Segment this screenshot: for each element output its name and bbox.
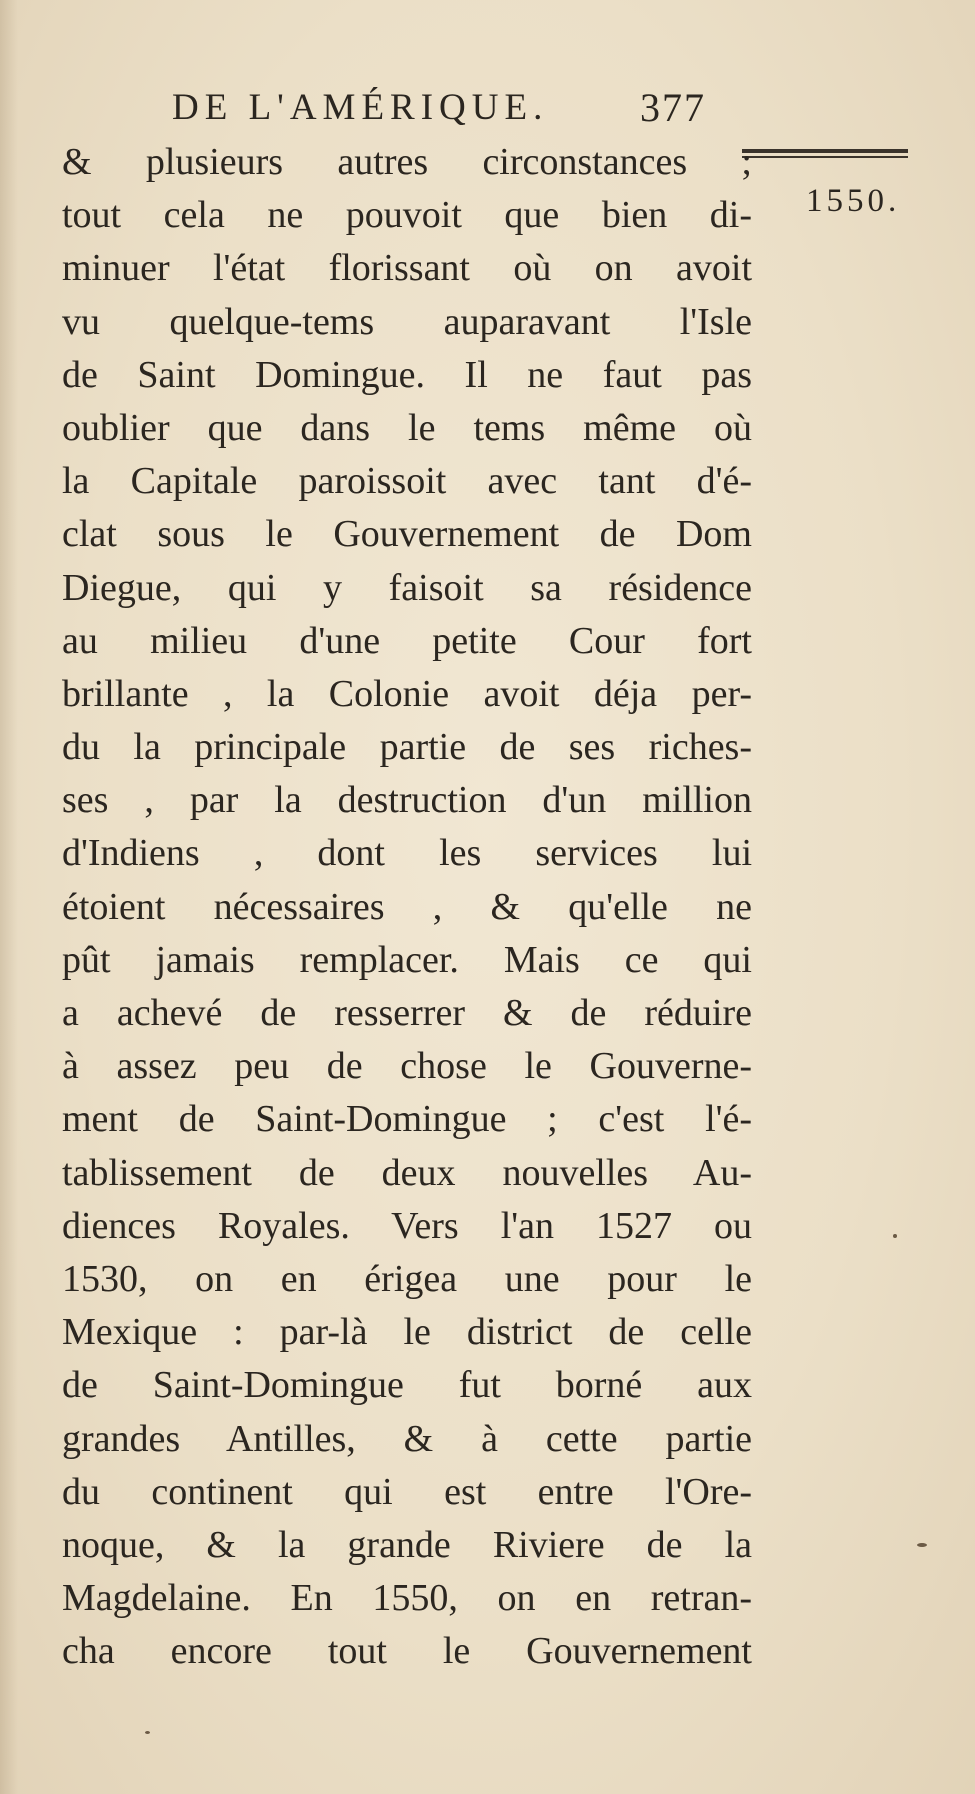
rule-thin	[742, 156, 908, 158]
text-line: du la principale partie de ses riches-	[62, 726, 752, 769]
text-line: au milieu d'une petite Cour fort	[62, 619, 752, 662]
text-line: a achevé de resserrer & de réduire	[62, 992, 752, 1034]
text-line: vu quelque-tems auparavant l'Isle	[62, 300, 752, 343]
running-head	[172, 86, 732, 134]
text-line: Mexique : par-là le district de celle	[62, 1311, 752, 1354]
text-line: de Saint-Domingue fut borné aux	[62, 1364, 752, 1407]
text-line: ses , par la destruction d'un million	[62, 779, 752, 822]
text-line: oublier que dans le tems même où	[62, 406, 752, 449]
text-line: étoient nécessaires , & qu'elle ne	[62, 885, 752, 928]
text-line: ment de Saint-Domingue ; c'est l'é-	[62, 1098, 752, 1141]
text-line: Magdelaine. En 1550, on en retran-	[62, 1577, 752, 1620]
text-line: minuer l'état florissant où on avoit	[62, 247, 752, 290]
paper-speck	[893, 1234, 897, 1238]
paper-speck	[145, 1731, 150, 1734]
rule-thick	[742, 149, 908, 153]
text-line: brillante , la Colonie avoit déja per-	[62, 672, 752, 715]
text-line: Diegue, qui y faisoit sa résidence	[62, 566, 752, 609]
text-line: cha encore tout le Gouvernement	[62, 1630, 752, 1673]
text-line: 1530, on en érigea une pour le	[62, 1257, 752, 1300]
paper-speck	[917, 1543, 927, 1547]
page-number: 377	[640, 85, 706, 130]
text-line: tout cela ne pouvoit que bien di-	[62, 194, 752, 237]
text-line: pût jamais remplacer. Mais ce qui	[62, 938, 752, 981]
body-text	[62, 136, 752, 1678]
text-line: du continent qui est entre l'Ore-	[62, 1470, 752, 1513]
text-line: la Capitale paroissoit avec tant d'é-	[62, 460, 752, 503]
text-line: grandes Antilles, & à cette partie	[62, 1417, 752, 1460]
text-line: diences Royales. Vers l'an 1527 ou	[62, 1204, 752, 1247]
gutter-shadow	[0, 0, 18, 1794]
text-line: & plusieurs autres circonstances ;	[62, 141, 752, 183]
text-line: à assez peu de chose le Gouverne-	[62, 1045, 752, 1088]
text-line: de Saint Domingue. Il ne faut pas	[62, 353, 752, 396]
margin-year-note: 1550.	[806, 183, 901, 219]
text-line: tablissement de deux nouvelles Au-	[62, 1151, 752, 1194]
text-line: clat sous le Gouvernement de Dom	[62, 513, 752, 556]
text-line: noque, & la grande Riviere de la	[62, 1523, 752, 1566]
text-line: d'Indiens , dont les services lui	[62, 832, 752, 875]
running-head-title: DE L'AMÉRIQUE.	[172, 87, 549, 128]
margin-ornament-rule	[742, 149, 908, 159]
